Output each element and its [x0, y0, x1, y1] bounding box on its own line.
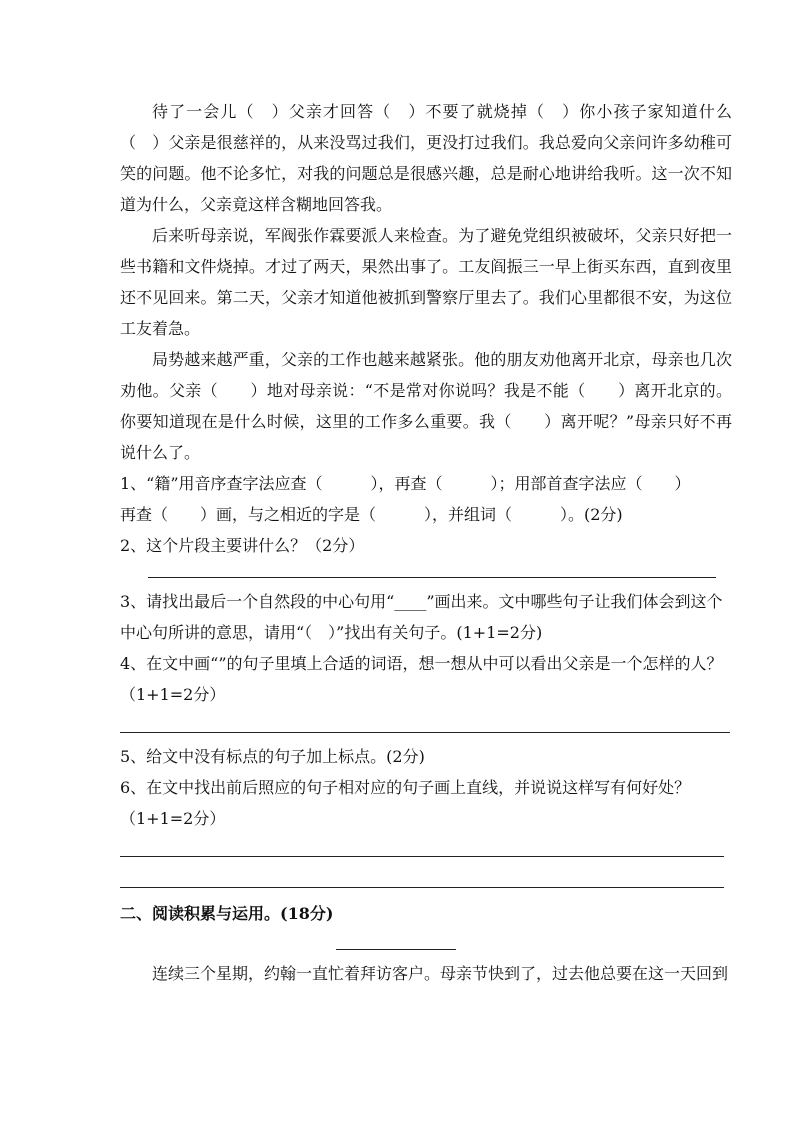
section-2-heading: 二、阅读积累与运用。(18分) — [120, 904, 334, 923]
answer-line-q2[interactable] — [148, 577, 716, 578]
title-blank-line[interactable] — [336, 949, 456, 950]
passage-paragraph-1: 待了一会儿（ ）父亲才回答（ ）不要了就烧掉（ ）你小孩子家知道什么（ ）父亲是很慈祥的，从来没骂过我们，更没打过我们。我总爱向父亲问许多幼稚可笑的问题。他不论多忙，对我的问题总是很感兴趣，总是耐心地讲给我听。这一次不知道为什么，父亲竟这样含糊地回答我。 — [120, 102, 732, 214]
question-6: 6、在文中找出前后照应的句子相对应的句子画上直线，并说说这样写有何好处？（1+1=2分） — [120, 778, 691, 828]
section-2-paragraph-1: 连续三个星期，约翰一直忙着拜访客户。母亲节快到了，过去他总要在这一天回到 — [152, 964, 729, 983]
question-5: 5、给文中没有标点的句子加上标点。(2分) — [120, 747, 425, 766]
page-content — [120, 96, 732, 989]
question-3: 3、请找出最后一个自然段的中心句用“____”画出来。文中哪些句子让我们体会到这个中心句所讲的意思，请用“（ ）”找出有关句子。(1+1=2分) — [120, 592, 723, 642]
question-2: 2、这个片段主要讲什么？（2分） — [120, 536, 365, 555]
passage-paragraph-2: 后来听母亲说，军阀张作霖要派人来检查。为了避免党组织被破坏，父亲只好把一些书籍和文件烧掉。才过了两天，果然出事了。工友阎振三一早上街买东西，直到夜里还不见回来。第二天，父亲才知道他被抓到警察厅里去了。我们心里都很不安，为这位工友着急。 — [120, 226, 732, 338]
question-1-line-2: 再查（ ）画，与之相近的字是（ ），并组词（ ）。(2分) — [120, 505, 623, 524]
answer-line-q6-a[interactable] — [120, 856, 724, 857]
answer-line-q4[interactable] — [120, 732, 730, 733]
answer-line-q6-b[interactable] — [120, 887, 724, 888]
question-1-line-1: 1、“籍”用音序查字法应查（ ），再查（ ）；用部首查字法应（ ） — [120, 474, 691, 493]
passage-paragraph-3: 局势越来越严重，父亲的工作也越来越紧张。他的朋友劝他离开北京，母亲也几次劝他。父亲（ ）地对母亲说：“不是常对你说吗？我是不能（ ）离开北京的。你要知道现在是什么时候，这里的工作多么重要。我（ ）离开呢？”母亲只好不再说什么了。 — [120, 350, 732, 462]
question-4: 4、在文中画“”的句子里填上合适的词语，想一想从中可以看出父亲是一个怎样的人？（1+1=2分） — [120, 654, 723, 704]
